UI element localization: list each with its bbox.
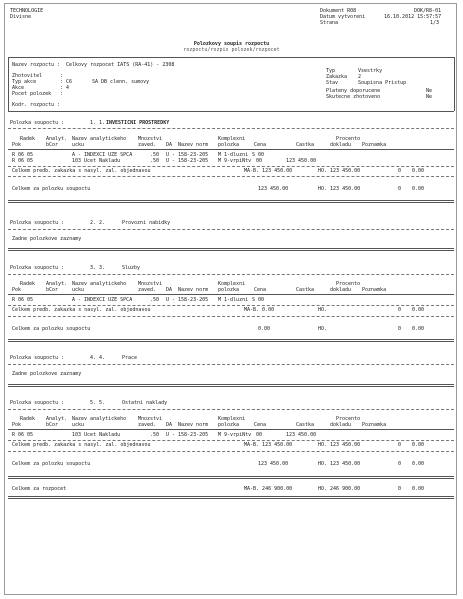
company-city: Divisne [10, 14, 32, 20]
recommended-label: Plateny doporucene [326, 88, 381, 94]
section-name: Prace [122, 355, 138, 361]
type-value: Vsestrky [358, 68, 383, 74]
action-value: : 4 [60, 85, 70, 91]
budget-name-value: Celkovy rozpocet IATS (RA-41) - 2308 [66, 62, 175, 68]
date-label: Datum vytvoreni [320, 14, 366, 20]
company-name: TECHNOLOGIE [10, 8, 44, 14]
section-label: Polozka soupoctu : [10, 220, 65, 226]
section-label: Polozka soupoctu : [10, 265, 65, 271]
page-label: Strana [320, 20, 339, 26]
recommended-value: Ne [426, 88, 433, 94]
section-label: Polozka soupoctu : [10, 355, 65, 361]
item-count-label: Pocet polozek [12, 91, 52, 97]
contractor-label: Zhotovitel [12, 73, 43, 79]
report-page: TECHNOLOGIE Divisne Dokument R08 DOK/R8-01 Datum vytvoreni 16.10.2012 15:57:57 Strana 1/3 Polozkovy soupis rozpoctu rozpoctu/rozpis polozek/rozpocet Nazev rozpoctu : Celkovy rozpocet IATS (RA-41) - 2308 Typ Vsestrky Zakazka 2 Stav Soupisna Pristup Zhotovitel : Typ akce : C6 SA DB clenn. sumovy Akce : 4 Pocet polozek : Plateny doporucene Ne Skutecne zhotoveno Ne Kodr. rozpoctu : Polozka soupoctu : 1. 1. INVESTICNI PROSTREDKY Radek Analyt. Nazev analytickeho Mnozstvi Komplexni Procento Pok bCor ucku zaved. DA Nazev norm polozka Cena Castka dokladu Poznamka R 06 05 A - INDEXCI UZE SPCA .50 U - 158-23-205 M 1-dluzni S 00 R 06 05 103 Ucet Nakladu .50 U - 158-23-205 M 9-vrpiNtv 00 123 450.00 Celkem predb. zakazka s nasyl. zal. objednavou MA-B. 123 450.00 HO. 123 450.00 0 0.00 Celkem za polozku soupoctu 123 450.00 HO. 123 450.00 0 0.00 Polozka soupoctu : 2. 2. Provozni nabidky Zadne polozkove zaznamy Polozka soupoctu : 3. 3. Sluzby Radek Analyt. Nazev analytickeho Mnozstvi Komplexni Procento Pok bCor ucku zaved. DA Nazev norm polozka Cena Castka dokladu Poznamka R 06 05 A - INDEXCI UZE SPCA .50 U - 158-23-205 M 1-dluzni S 00 Celkem predb. zakazka s nasyl. zal. objednavou MA-B. 0.00 HO. 0 0.00 Celkem za polozku soupoctu 0.00 HO. 0 0.00 Polozka soupoctu : 4. 4. Prace Zadne polozkove zaznamy Polozka soupoctu : 5. 5. Ostatni naklady Radek Analyt. Nazev analytickeho Mnozstvi Komplexni Procento Pok bCor ucku zaved. DA Nazev norm polozka Cena Castka dokladu Poznamka R 06 05 103 Ucet Nakladu .50 U - 158-23-205 M 9-vrpiNtv 00 123 450.00 Celkem predb. zakazka s nasyl. zal. objednavou MA-B. 123 450.00 HO. 123 450.00 0 0.00 Celkem za polozku soupoctu 123 450.00 HO. 123 450.00 0 0.00 Celkem za rozpocet MA-B. 246 900.00 HO. 246 900.00 0 0.00 [0, 0, 463, 599]
type-label: Typ [326, 68, 336, 74]
section-code: 1. 1. [90, 120, 106, 126]
report-subtitle: rozpoctu/rozpis polozek/rozpocet [183, 47, 280, 53]
budget-code-label: Kodr. rozpoctu : [12, 102, 61, 108]
section-name: INVESTICNI PROSTREDKY [106, 120, 170, 126]
empty-section-note: Zadne polozkove zaznamy [12, 236, 82, 242]
date-value: 16.10.2012 15:57:57 [384, 14, 442, 20]
section-code: 4. 4. [90, 355, 106, 361]
page-value: 1/3 [430, 20, 440, 26]
section-code: 2. 2. [90, 220, 106, 226]
section-code: 5. 5. [90, 400, 106, 406]
completed-label: Skutecne zhotoveno [326, 94, 381, 100]
action-type-value: : C6 [60, 79, 73, 85]
empty-section-note: Zadne polozkove zaznamy [12, 371, 82, 377]
contractor-value: : [60, 73, 64, 79]
state-value: Soupisna Pristup [358, 80, 407, 86]
item-count-value: : [60, 91, 64, 97]
action-label: Akce [12, 85, 25, 91]
action-type-extra: SA DB clenn. sumovy [92, 79, 150, 85]
budget-name-label: Nazev rozpoctu : [12, 62, 61, 68]
order-label: Zakazka [326, 74, 348, 80]
action-type-label: Typ akce [12, 79, 37, 85]
section-label: Polozka soupoctu : [10, 120, 65, 126]
doc-number-value: DOK/R8-01 [414, 8, 442, 14]
section-label: Polozka soupoctu : [10, 400, 65, 406]
section-code: 3. 3. [90, 265, 106, 271]
state-label: Stav [326, 80, 339, 86]
doc-number-label: Dokument R08 [320, 8, 357, 14]
section-name: Sluzby [122, 265, 141, 271]
order-value: 2 [358, 74, 362, 80]
section-name: Provozni nabidky [122, 220, 171, 226]
section-name: Ostatni naklady [122, 400, 168, 406]
report-title: Polozkovy soupis rozpoctu [193, 41, 270, 47]
completed-value: Ne [426, 94, 433, 100]
